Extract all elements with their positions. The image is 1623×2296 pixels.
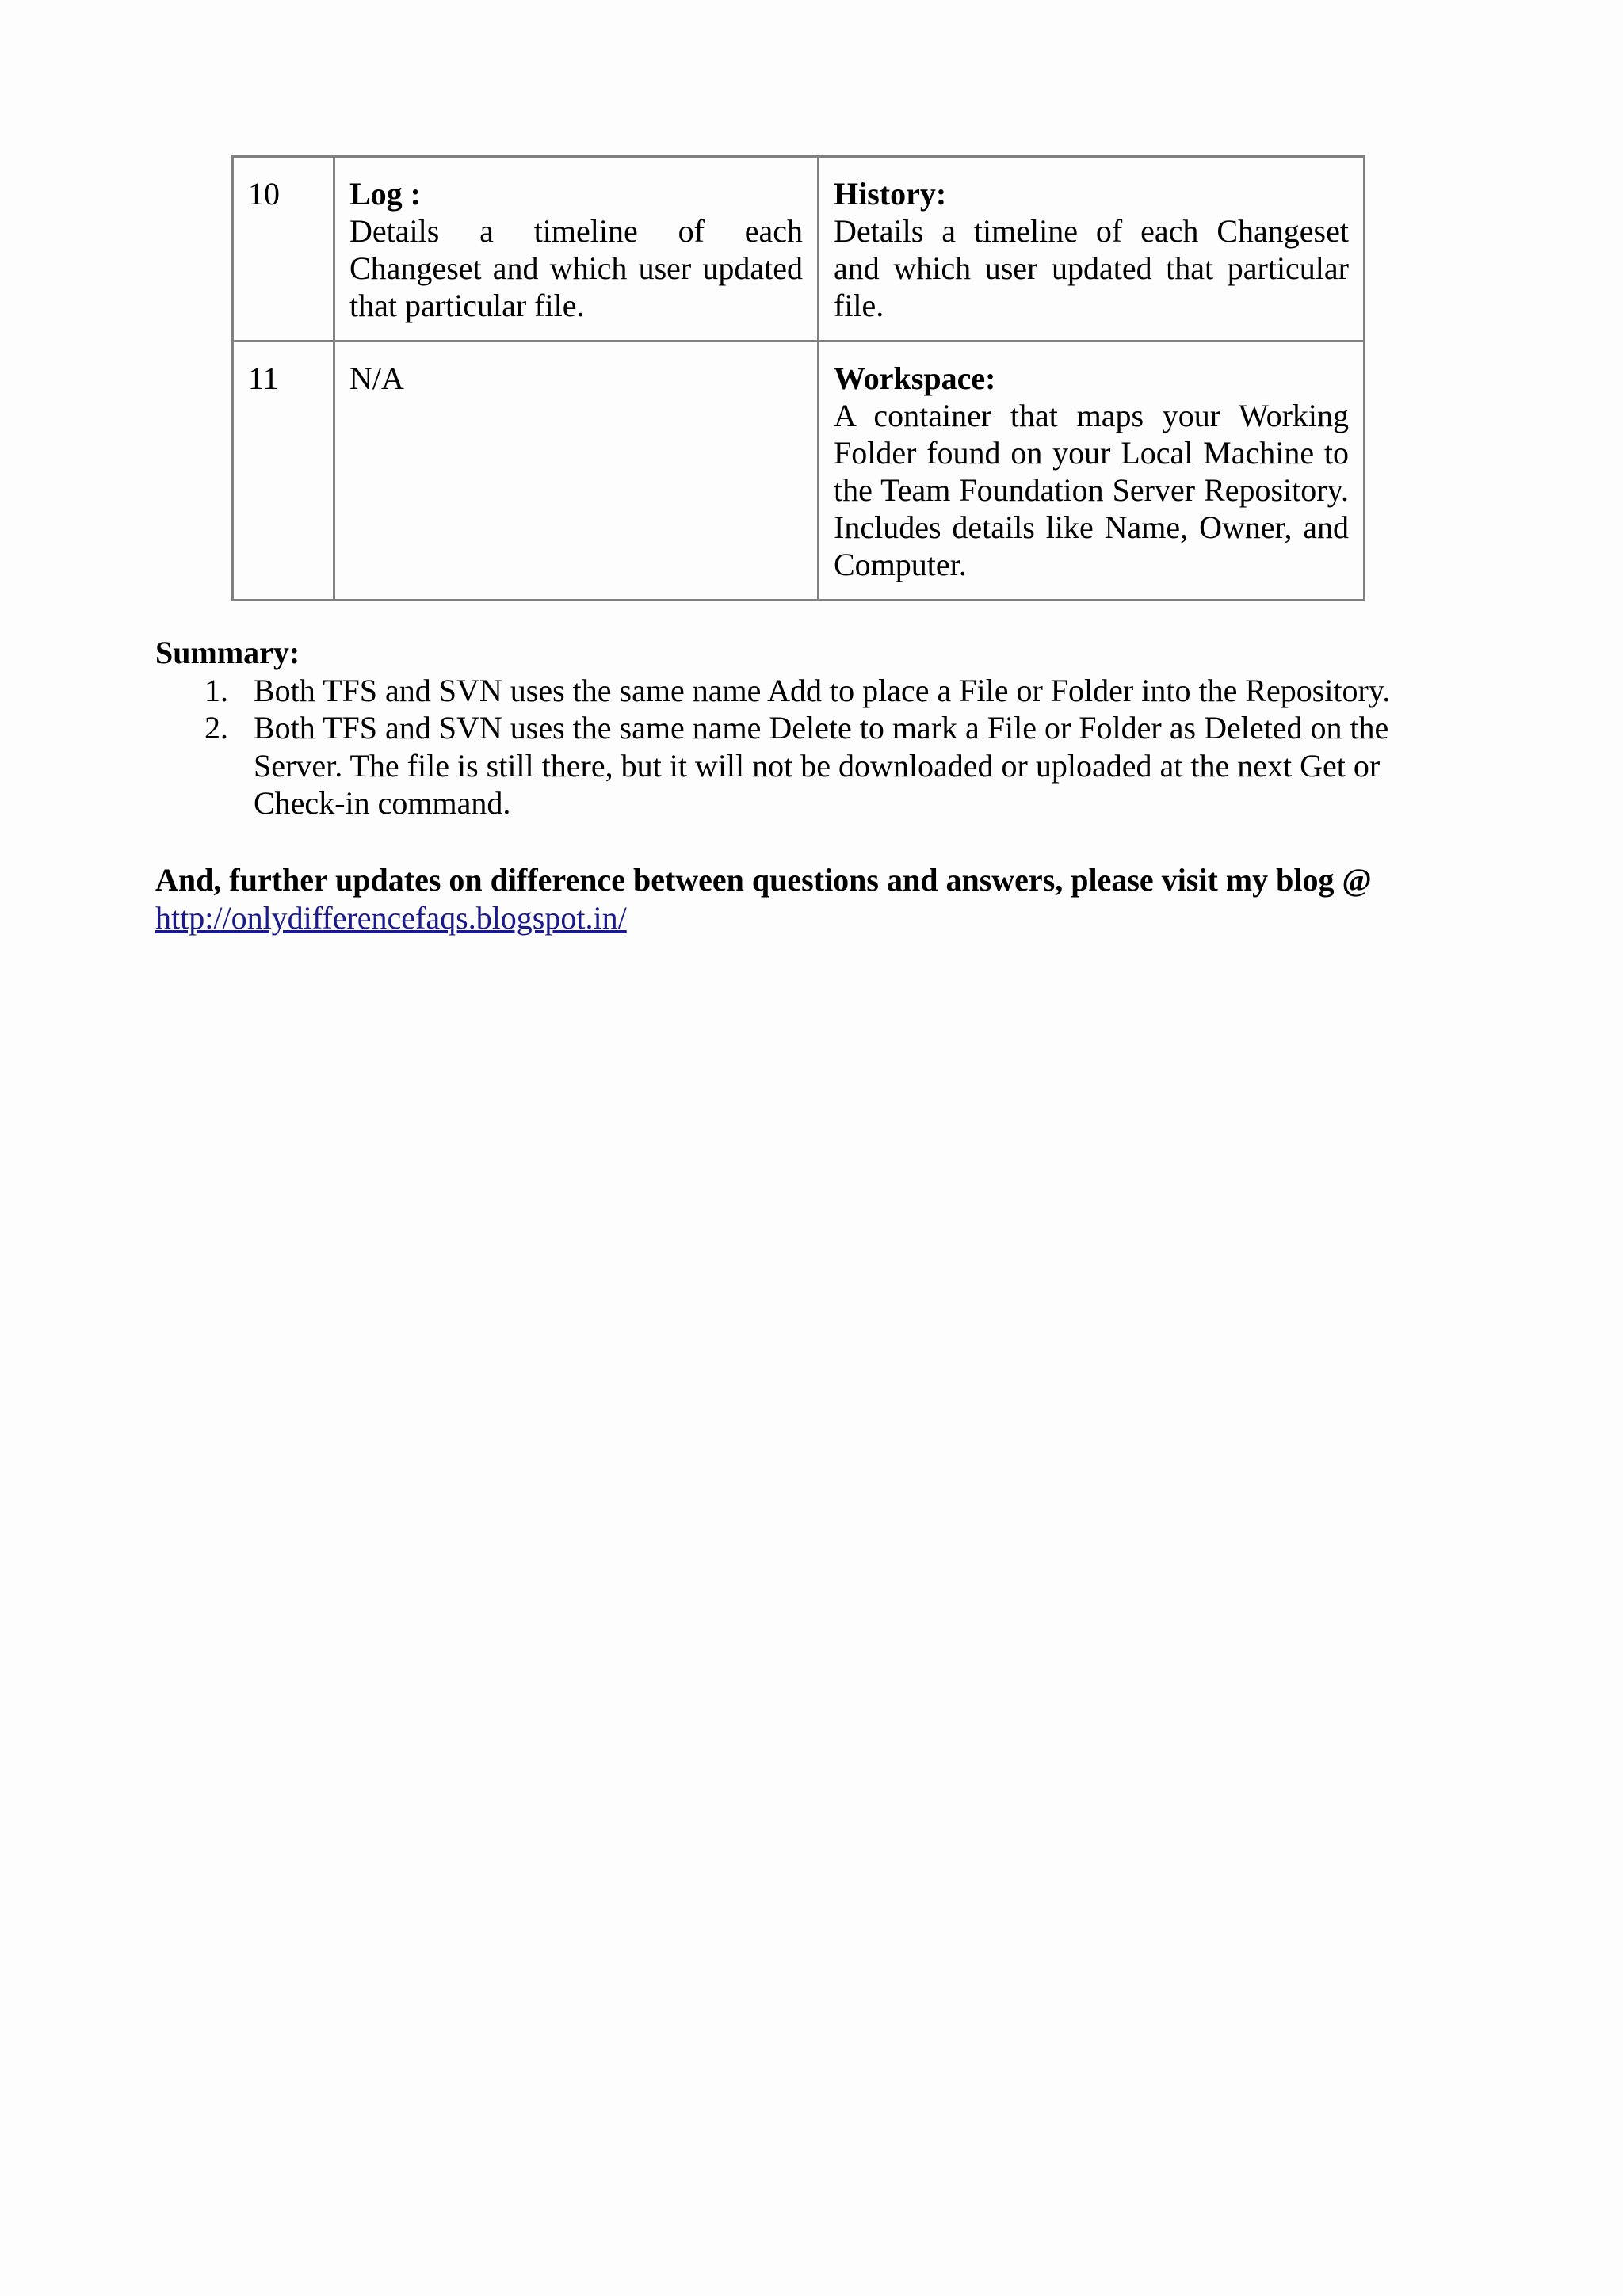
tfs-term-heading: Workspace: xyxy=(834,360,996,396)
svn-term-heading: Log : xyxy=(349,176,421,212)
tfs-term-heading: History: xyxy=(834,176,947,212)
blog-link[interactable]: http://onlydifferencefaqs.blogspot.in/ xyxy=(155,899,627,936)
summary-list xyxy=(155,672,1455,822)
table-row xyxy=(233,157,1365,341)
blog-note-text: And, further updates on difference between questions and answers, please visit my blog @ xyxy=(155,862,1372,898)
tfs-cell xyxy=(819,157,1365,341)
row-number: 10 xyxy=(248,176,280,212)
row-number-cell xyxy=(233,157,334,341)
tfs-cell xyxy=(819,341,1365,601)
row-number-cell xyxy=(233,341,334,601)
list-item-text: Both TFS and SVN uses the same name Add to place a File or Folder into the Repository. xyxy=(254,672,1391,708)
svn-term-description: Details a timeline of each Changeset and which user updated that particular file. xyxy=(349,213,803,323)
list-item-number: 1. xyxy=(204,672,228,708)
tfs-term-description: A container that maps your Working Folder found on your Local Machine to the Team Foundation Server Repository. Includes details like Name, Owner, and Computer. xyxy=(834,398,1349,582)
svn-term-description: N/A xyxy=(349,360,404,396)
comparison-table xyxy=(231,155,1365,601)
tfs-term-description: Details a timeline of each Changeset and which user updated that particular file. xyxy=(834,213,1349,323)
list-item-number: 2. xyxy=(204,710,228,746)
blog-note xyxy=(155,861,1503,936)
list-item-text: Both TFS and SVN uses the same name Delete to mark a File or Folder as Deleted on the Server. The file is still there, but it will not be downloaded or uploaded at the next Get or Check-in command. xyxy=(254,710,1389,821)
svn-cell xyxy=(334,341,819,601)
table-row xyxy=(233,341,1365,601)
summary-heading: Summary: xyxy=(155,635,300,670)
svn-cell xyxy=(334,157,819,341)
list-item xyxy=(155,709,1455,822)
summary-section xyxy=(155,634,1455,822)
row-number: 11 xyxy=(248,360,279,396)
list-item xyxy=(155,672,1455,710)
